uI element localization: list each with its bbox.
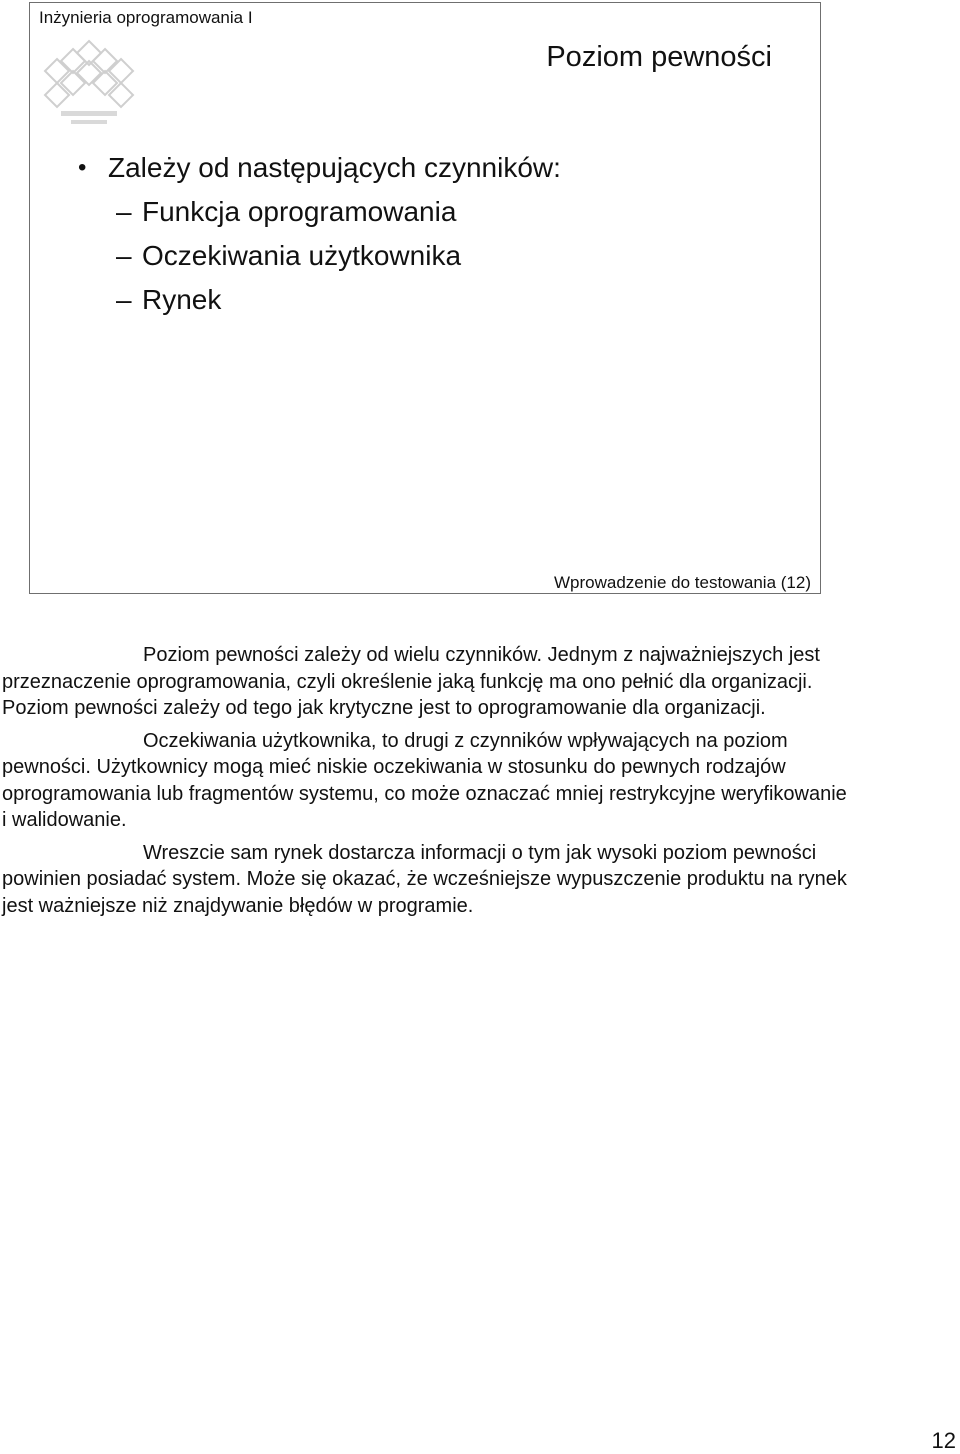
notes-paragraph: Poziom pewności zależy od wielu czynników. Jednym z najważniejszych jest przeznaczenie oprogramowania, czyli określenie jaką funkcję ma ono pełnić dla organizacji. Poziom pewności zależy od tego jak krytyczne jest to oprogramowanie dla organizacji.: [2, 644, 820, 719]
sub-bullet-item: [78, 190, 778, 234]
sub-bullet-item: [78, 278, 778, 322]
sub-bullet-marker: –: [116, 240, 132, 271]
bullet-list: [78, 146, 778, 322]
sub-bullet-list: [78, 190, 778, 322]
slide-frame: [29, 2, 821, 594]
sub-bullet-marker: –: [116, 196, 132, 227]
sub-bullet-text: Rynek: [142, 284, 222, 315]
sub-bullet-item: [78, 234, 778, 278]
bullet-marker: •: [78, 154, 87, 181]
sub-bullet-text: Funkcja oprogramowania: [142, 196, 457, 227]
slide-title: Poziom pewności: [546, 41, 772, 73]
course-title: Inżynieria oprogramowania I: [39, 8, 253, 27]
speaker-notes: [2, 642, 852, 925]
bullet-text: Zależy od następujących czynników:: [108, 152, 561, 183]
sub-bullet-text: Oczekiwania użytkownika: [142, 240, 462, 271]
page-number: 12: [931, 1428, 956, 1453]
notes-paragraph: Wreszcie sam rynek dostarcza informacji o tym jak wysoki poziom pewności powinien posiadać system. Może się okazać, że wcześniejsze wypuszczenie produktu na rynek jest ważniejsze niż znajdywanie błędów w programie.: [2, 841, 847, 917]
notes-paragraph: Oczekiwania użytkownika, to drugi z czynników wpływających na poziom pewności. Użytkownicy mogą mieć niskie oczekiwania w stosunku do pewnych rodzajów oprogramowania lub fragmentów systemu, co może oznaczać mniej restrykcyjne weryfikowanie i walidowanie.: [2, 729, 847, 831]
sub-bullet-marker: –: [116, 284, 132, 315]
grid-squares-logo-icon: [41, 37, 137, 131]
slide-footer: Wprowadzenie do testowania (12): [553, 573, 811, 592]
bullet-item: [78, 146, 778, 190]
